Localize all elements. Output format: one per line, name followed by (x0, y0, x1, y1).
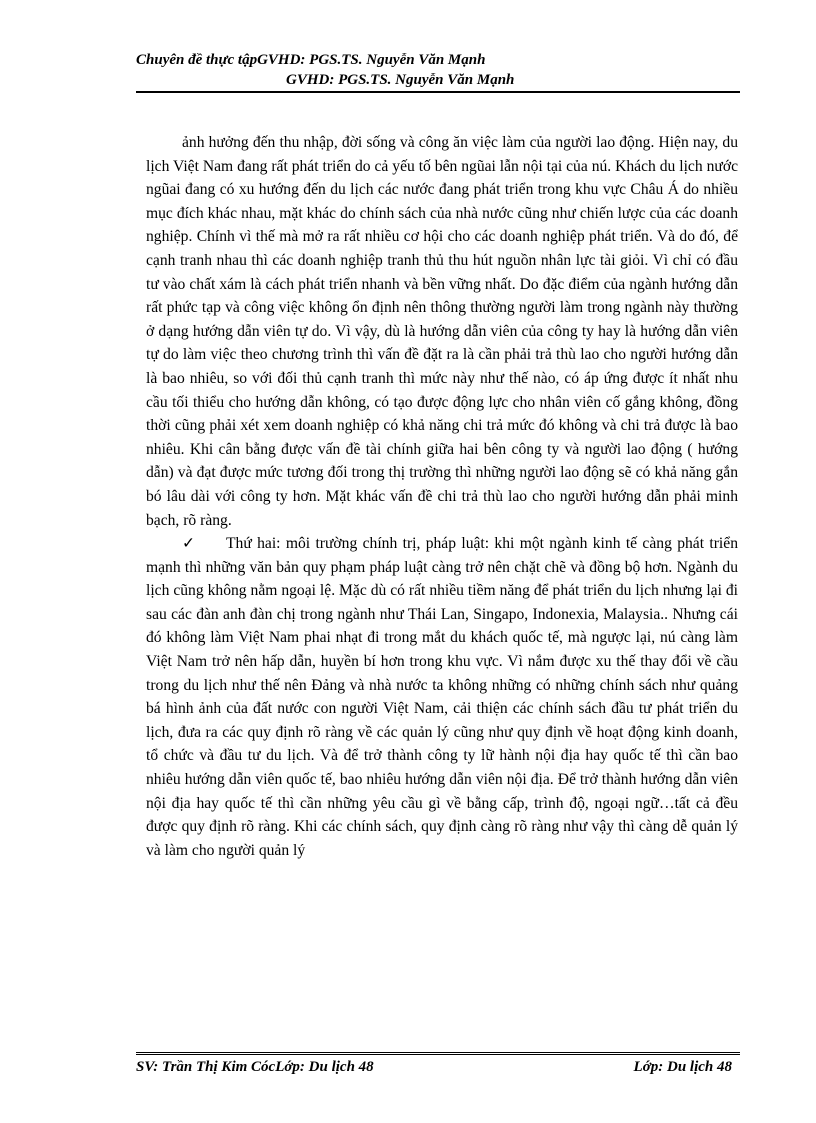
footer-class: Lớp: Du lịch 48 (633, 1059, 732, 1075)
header-advisor-line: GVHD: PGS.TS. Nguyễn Văn Mạnh (286, 72, 515, 88)
bullet-paragraph-text: Thứ hai: môi trường chính trị, pháp luật: khi một ngành kinh tế càng phát triển mạnh thì những văn bản quy phạm pháp luật càng trở nên chặt chẽ và đồng bộ hơn. Ngành du lịch cũng không nằm ngoại lệ. Mặc dù có rất nhiều tiềm năng để phát triển du lịch nhưng lại đi sau các đàn anh đàn chị trong ngành như Thái Lan, Singapo, Indonexia, Malaysia.. Nhưng cái đó không làm Việt Nam phai nhạt đi trong mắt du khách quốc tế, mà ngược lại, nú càng làm Việt Nam trở nên hấp dẫn, huyền bí hơn trong khu vực. Vì nắm được xu thế thay đổi về cầu trong du lịch như thế nên Đảng và nhà nước ta không những có những chính sách như quảng bá hình ảnh của đất nước con người Việt Nam, cải thiện các chính sách đầu tư phát triển du lịch, đưa ra các quy định rõ ràng về các quản lý cũng như quy định về hoạt động kinh doanh, tổ chức và đầu tư du lịch. Và để trở thành công ty lữ hành nội địa hay quốc tế thì cần bao nhiêu hướng dẫn viên quốc tế, bao nhiêu hướng dẫn viên nội địa. Để trở thành hướng dẫn viên nội địa hay quốc tế thì cần những yêu cầu gì về bằng cấp, trình độ, ngoại ngữ…tất cả đều được quy định rõ ràng. Khi các chính sách, quy định càng rõ ràng như vậy thì càng dễ quản lý và làm cho người quản lý (146, 535, 738, 859)
document-body (146, 131, 738, 862)
header-divider (136, 91, 740, 93)
body-paragraph: ảnh hưởng đến thu nhập, đời sống và công ăn việc làm của người lao động. Hiện nay, du lịch Việt Nam đang rất phát triển do cả yếu tố bên ngũai lẫn nội tại của nú. Khách du lịch nước ngũai đang có xu hướng đến du lịch các nước đang phát triển trong khu vực Châu Á do nhiều mục đích khác nhau, mặt khác do chính sách của nhà nước cũng như chiến lược của các doanh nghiệp. Chính vì thế mà mở ra rất nhiều cơ hội cho các doanh nghiệp phát triển. Và do đó, để cạnh tranh nhau thì các doanh nghiệp tranh thủ thu hút nguồn nhân lực tài giỏi. Vì chỉ có đầu tư vào chất xám là cách phát triển nhanh và bền vững nhất. Do đặc điểm của ngành hướng dẫn rất phức tạp và công việc không ổn định nên thông thường người làm trong ngành này thường ở dạng hướng dẫn viên tự do. Vì vậy, dù là hướng dẫn viên của công ty hay là hướng dẫn viên tự do làm việc theo chương trình thì vấn đề đặt ra là cần phải trả thù lao cho người hướng dẫn là bao nhiêu, so với đối thủ cạnh tranh thì mức này như thế nào, có áp ứng được ít nhất nhu cầu tối thiểu cho hướng dẫn không, có tạo được động lực cho nhân viên cố gắng không, đồng thời cũng phải xét xem doanh nghiệp có khả năng chi trả mức đó không và chi trả được là bao nhiêu. Khi cân bằng được vấn đề tài chính giữa hai bên công ty và người lao động ( hướng dẫn) và đạt được mức tương đối trong thị trường thì những người lao động sẽ có khả năng gắn bó lâu dài với công ty hơn. Mặt khác vấn đề chi trả thù lao cho người hướng dẫn phải minh bạch, rõ ràng. (146, 134, 738, 529)
header-title-line: Chuyên đề thực tậpGVHD: PGS.TS. Nguyễn Văn Mạnh (136, 52, 486, 68)
footer-divider (136, 1052, 740, 1055)
body-paragraph-bullet (146, 532, 738, 862)
footer-student: SV: Trần Thị Kim CócLớp: Du lịch 48 (136, 1059, 374, 1075)
page-header (136, 50, 740, 90)
checkmark-icon: ✓ (182, 535, 196, 553)
